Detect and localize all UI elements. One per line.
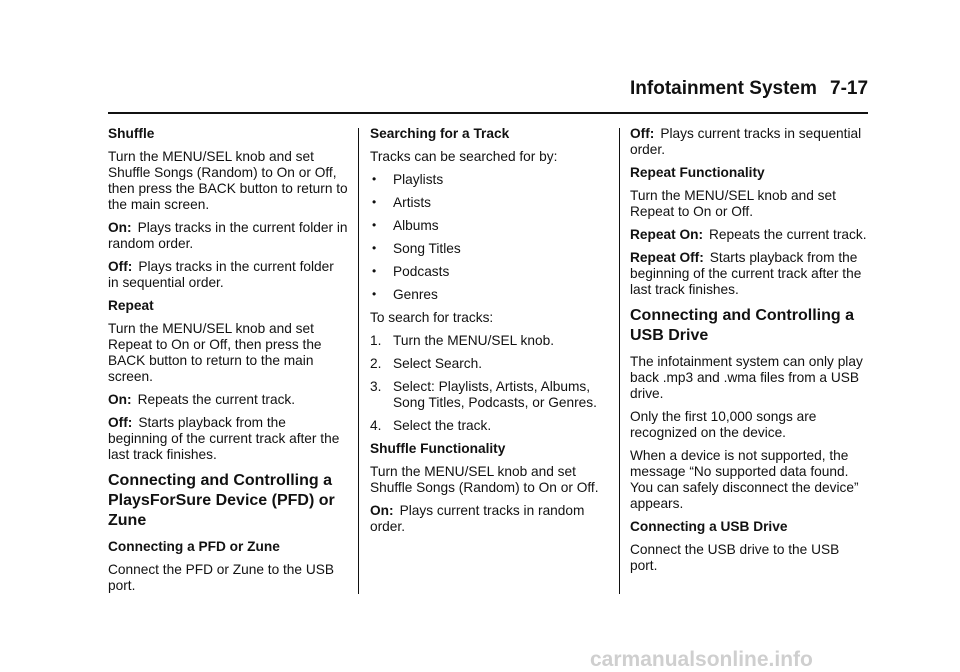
repeat-heading: Repeat <box>108 298 154 313</box>
pfd-section-heading: Connecting and Controlling a PlaysForSure Device (PFD) or Zune <box>108 472 335 529</box>
search-intro: Tracks can be searched for by: <box>370 149 558 164</box>
shuffle-func-off-text: Plays current tracks in sequential order. <box>630 126 862 157</box>
list-item: • Genres <box>372 287 438 302</box>
bullet-icon: • <box>372 172 377 186</box>
watermark-text: carmanualsonline.info <box>590 648 813 671</box>
step-item: 3. Select: Playlists, Artists, Albums, Song Titles, Podcasts, or Genres. <box>370 379 597 410</box>
shuffle-functionality-paragraph: Turn the MENU/SEL knob and set Shuffle Songs (Random) to On or Off. <box>370 464 599 495</box>
shuffle-func-off-term: Off: <box>630 126 655 141</box>
usb-section-heading: Connecting and Controlling a USB Drive <box>630 307 854 344</box>
shuffle-functionality-heading: Shuffle Functionality <box>370 441 506 456</box>
header-divider <box>108 112 868 114</box>
repeat-on-entry <box>108 392 348 408</box>
repeat-off-term: Off: <box>108 415 133 430</box>
usb-paragraph-2: Only the first 10,000 songs are recognized on the device. <box>630 409 817 440</box>
repeat-functionality-heading: Repeat Functionality <box>630 165 765 180</box>
shuffle-func-on-entry <box>370 503 610 535</box>
shuffle-paragraph: Turn the MENU/SEL knob and set Shuffle Songs (Random) to On or Off, then press the BACK button to return to the main screen. <box>108 149 348 212</box>
page-number: 7-17 <box>830 78 869 99</box>
step-item: 1. Turn the MENU/SEL knob. <box>370 333 555 348</box>
repeat-on-term-2: Repeat On: <box>630 227 704 242</box>
steps-intro: To search for tracks: <box>370 310 494 325</box>
repeat-off-entry <box>108 415 348 463</box>
shuffle-on-entry <box>108 220 348 252</box>
repeat-off-text-2: Starts playback from the beginning of the current track after the last track finishes. <box>630 250 862 297</box>
repeat-on-term: On: <box>108 392 132 407</box>
repeat-on-text: Repeats the current track. <box>137 392 296 407</box>
search-options-list <box>370 172 610 303</box>
shuffle-on-text: Plays tracks in the current folder in random order. <box>108 220 348 251</box>
repeat-functionality-paragraph: Turn the MENU/SEL knob and set Repeat to On or Off. <box>630 188 836 219</box>
bullet-icon: • <box>372 241 377 255</box>
shuffle-func-on-term: On: <box>370 503 394 518</box>
bullet-icon: • <box>372 264 377 278</box>
column-divider-2 <box>619 128 620 594</box>
list-item: • Artists <box>372 195 432 210</box>
shuffle-func-on-text: Plays current tracks in random order. <box>370 503 585 534</box>
shuffle-off-entry <box>108 259 348 291</box>
usb-paragraph-3: When a device is not supported, the message “No supported data found. You can safely disconnect the device” appears. <box>630 448 859 511</box>
page-header-title: Infotainment System <box>630 78 817 99</box>
shuffle-off-term: Off: <box>108 259 133 274</box>
repeat-on-entry-2 <box>630 227 870 243</box>
list-item: • Albums <box>372 218 439 233</box>
step-item: 4. Select the track. <box>370 418 492 433</box>
bullet-icon: • <box>372 218 377 232</box>
list-item: • Podcasts <box>372 264 450 279</box>
shuffle-off-text: Plays tracks in the current folder in sequential order. <box>108 259 334 290</box>
column-3 <box>630 126 870 581</box>
usb-connect-heading: Connecting a USB Drive <box>630 519 788 534</box>
repeat-off-entry-2 <box>630 250 870 298</box>
repeat-off-text: Starts playback from the beginning of the current track after the last track finishes. <box>108 415 340 462</box>
shuffle-on-term: On: <box>108 220 132 235</box>
usb-connect-paragraph: Connect the USB drive to the USB port. <box>630 542 840 573</box>
list-item: • Playlists <box>372 172 444 187</box>
shuffle-heading: Shuffle <box>108 126 155 141</box>
column-2 <box>370 126 610 542</box>
connect-pfd-heading: Connecting a PFD or Zune <box>108 539 280 554</box>
list-item: • Song Titles <box>372 241 461 256</box>
repeat-off-term-2: Repeat Off: <box>630 250 704 265</box>
repeat-on-text-2: Repeats the current track. <box>709 227 867 242</box>
bullet-icon: • <box>372 195 377 209</box>
shuffle-func-off-entry <box>630 126 870 158</box>
column-divider-1 <box>358 128 359 594</box>
bullet-icon: • <box>372 287 377 301</box>
search-heading: Searching for a Track <box>370 126 510 141</box>
connect-pfd-paragraph: Connect the PFD or Zune to the USB port. <box>108 562 334 593</box>
column-1 <box>108 126 348 601</box>
usb-paragraph-1: The infotainment system can only play back .mp3 and .wma files from a USB drive. <box>630 354 863 401</box>
repeat-paragraph: Turn the MENU/SEL knob and set Repeat to On or Off, then press the BACK button to return to the main screen. <box>108 321 322 384</box>
search-steps-list <box>370 333 610 434</box>
step-item: 2. Select Search. <box>370 356 483 371</box>
